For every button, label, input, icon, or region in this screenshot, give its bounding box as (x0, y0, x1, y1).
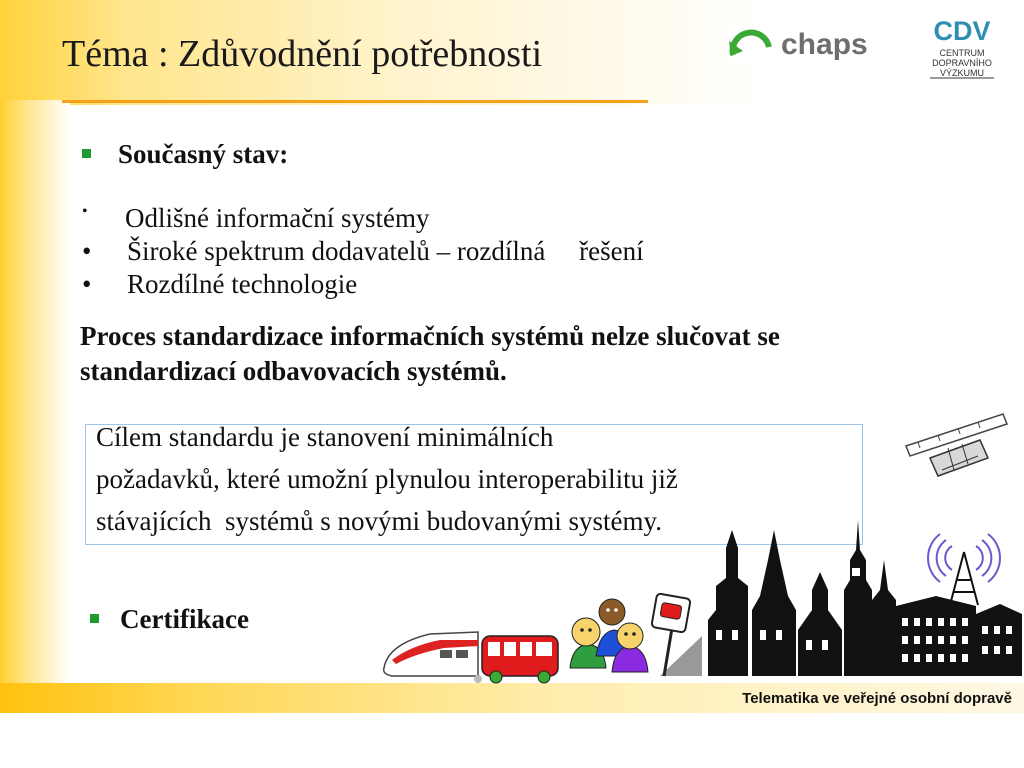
statement-line: Proces standardizace informačních systémů nelze slučovat se (80, 321, 780, 351)
cdv-logo-line1: CENTRUM (939, 48, 985, 58)
signal-tower-icon (928, 534, 1000, 582)
section-heading-current-state: Současný stav: (118, 139, 289, 169)
section-heading-certification: Certifikace (120, 604, 249, 634)
cdv-logo-line2: DOPRAVNÍHO (932, 58, 992, 68)
train-icon (384, 632, 482, 683)
bullet-dot: • (82, 269, 92, 299)
chaps-logo-text: chaps (781, 28, 868, 61)
goal-text-line: Cílem standardu je stanovení minimálních (96, 422, 554, 452)
list-item: Široké spektrum dodavatelů – rozdílná řešení (127, 236, 644, 266)
city-skyline-illustration (708, 520, 1022, 676)
cdv-logo-mark: CDV (933, 16, 991, 46)
list-item: Odlišné informační systémy (125, 203, 430, 233)
goal-text-line: požadavků, které umožní plynulou interoperabilitu již (96, 464, 678, 494)
statement-line: standardizací odbavovacích systémů. (80, 356, 507, 386)
list-item: Rozdílné technologie (127, 269, 358, 299)
bullet-dot: • (82, 203, 88, 220)
goal-text-line: stávajících systémů s novými budovanými systémy. (96, 506, 662, 536)
satellite-icon (906, 414, 1007, 476)
bus-icon (482, 636, 558, 683)
footer-text: Telematika ve veřejné osobní dopravě (742, 690, 1012, 707)
bus-stop-sign-icon (651, 593, 702, 676)
people-icon (570, 599, 648, 672)
slide-title: Téma : Zdůvodnění potřebnosti (62, 33, 543, 75)
bullet-dot: • (82, 236, 92, 266)
cdv-logo-line3: VÝZKUMU (939, 68, 985, 78)
